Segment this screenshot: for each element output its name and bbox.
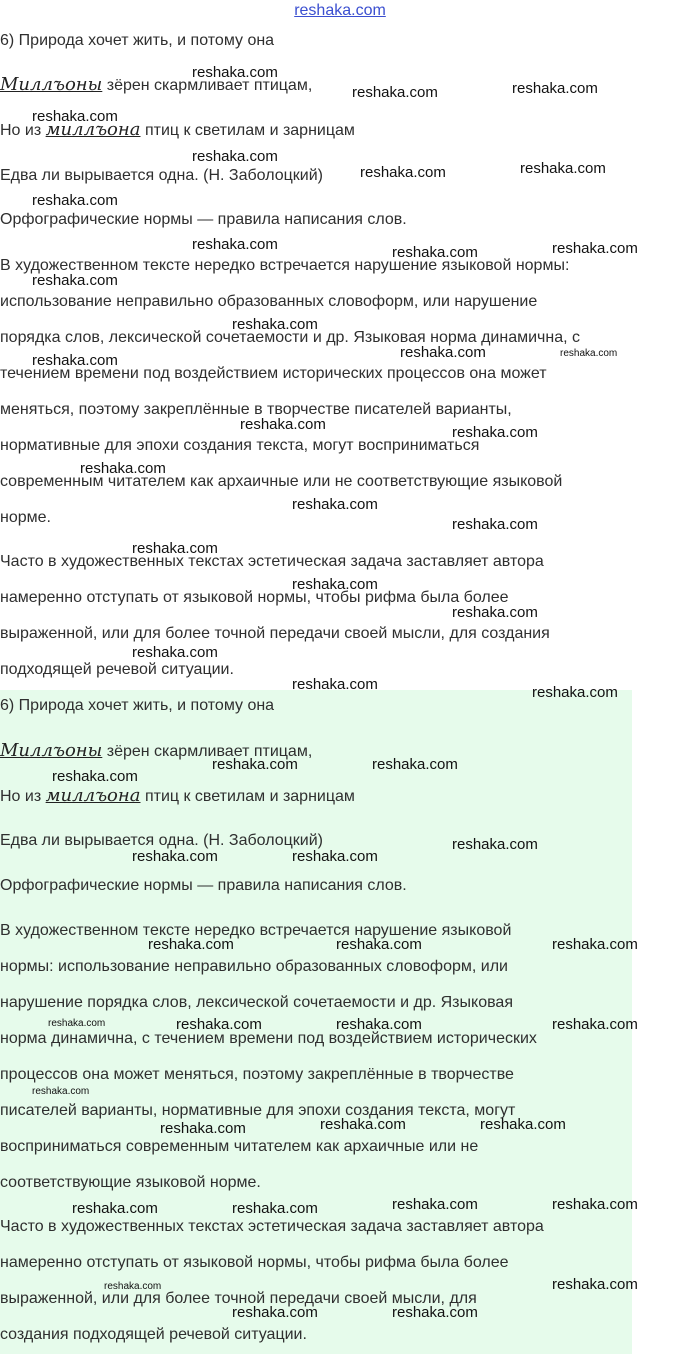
poem-line-4: Едва ли вырывается одна. (Н. Заболоцкий) [0, 832, 323, 849]
watermark: reshaka.com [392, 1196, 478, 1213]
watermark: reshaka.com [160, 1120, 246, 1137]
watermark: reshaka.com [520, 160, 606, 177]
watermark: reshaka.com [132, 540, 218, 557]
poem-line-4: Едва ли вырывается одна. (Н. Заболоцкий) [0, 167, 323, 184]
watermark: reshaka.com [480, 1116, 566, 1133]
watermark: reshaka.com [292, 848, 378, 865]
text-line: восприниматься современным читателем как архаичные или не [0, 1138, 479, 1155]
watermark: reshaka.com [192, 148, 278, 165]
watermark: reshaka.com [532, 684, 618, 701]
watermark: reshaka.com [372, 756, 458, 773]
text-line: намеренно отступать от языковой нормы, чтобы рифма была более [0, 1254, 509, 1271]
watermark: reshaka.com [32, 1086, 90, 1097]
watermark: reshaka.com [292, 576, 378, 593]
watermark: reshaka.com [552, 1016, 638, 1033]
watermark: reshaka.com [512, 80, 598, 97]
text-line: процессов она может меняться, поэтому закреплённые в творчестве [0, 1066, 514, 1083]
text-line: меняться, поэтому закреплённые в творчестве писателей варианты, [0, 401, 512, 418]
watermark: reshaka.com [552, 240, 638, 257]
poem-line-2-rest: зёрен скармливает птицам, [102, 77, 313, 94]
watermark: reshaka.com [352, 84, 438, 101]
handwritten-word: миллъона [45, 785, 141, 806]
text-line: нарушение порядка слов, лексической сочетаемости и др. Языковая [0, 994, 513, 1011]
watermark: reshaka.com [192, 236, 278, 253]
text-line: соответствующие языковой норме. [0, 1174, 261, 1191]
watermark: reshaka.com [232, 1304, 318, 1321]
poem-line-3 [0, 786, 355, 807]
watermark: reshaka.com [360, 164, 446, 181]
watermark: reshaka.com [32, 108, 118, 125]
text-line: выраженной, или для более точной передачи своей мысли, для создания [0, 625, 550, 642]
watermark: reshaka.com [336, 936, 422, 953]
watermark: reshaka.com [52, 768, 138, 785]
watermark: reshaka.com [552, 1276, 638, 1293]
watermark: reshaka.com [192, 64, 278, 81]
text-line: намеренно отступать от языковой нормы, чтобы рифма была более [0, 589, 509, 606]
watermark: reshaka.com [148, 936, 234, 953]
watermark: reshaka.com [132, 848, 218, 865]
watermark: reshaka.com [292, 676, 378, 693]
handwritten-word: Миллъоны [0, 740, 103, 761]
text-line: современным читателем как архаичные или не соответствующие языковой [0, 473, 563, 490]
text-line: нормы: использование неправильно образованных словоформ, или [0, 958, 508, 975]
text-line: создания подходящей речевой ситуации. [0, 1326, 307, 1343]
text-line: порядка слов, лексической сочетаемости и др. Языковая норма динамична, с [0, 329, 580, 346]
text-line: В художественном тексте нередко встречается нарушение языковой нормы: [0, 257, 570, 274]
text-line: использование неправильно образованных словоформ, или нарушение [0, 293, 538, 310]
poem-line-2-rest: зёрен скармливает птицам, [102, 743, 313, 760]
text-line: норме. [0, 509, 51, 526]
watermark: reshaka.com [212, 756, 298, 773]
poem-line-3-rest: птиц к светилам и зарницам [140, 788, 355, 805]
text-line: Часто в художественных текстах эстетическая задача заставляет автора [0, 1218, 544, 1235]
poem-line-3-pre: Но из [0, 122, 46, 139]
handwritten-word: Миллъоны [0, 74, 103, 95]
poem-line-1: 6) Природа хочет жить, и потому она [0, 697, 275, 714]
watermark: reshaka.com [452, 516, 538, 533]
watermark: reshaka.com [452, 424, 538, 441]
watermark: reshaka.com [48, 1018, 106, 1029]
watermark: reshaka.com [80, 460, 166, 477]
watermark: reshaka.com [552, 1196, 638, 1213]
watermark: reshaka.com [176, 1016, 262, 1033]
watermark: reshaka.com [32, 272, 118, 289]
watermark: reshaka.com [560, 348, 618, 359]
watermark: reshaka.com [452, 836, 538, 853]
watermark: reshaka.com [72, 1200, 158, 1217]
watermark: reshaka.com [32, 192, 118, 209]
text-line: В художественном тексте нередко встречается нарушение языковой [0, 922, 512, 939]
watermark: reshaka.com [132, 644, 218, 661]
text-line: Часто в художественных текстах эстетическая задача заставляет автора [0, 553, 544, 570]
text-line: писателей варианты, нормативные для эпохи создания текста, могут [0, 1102, 516, 1119]
watermark: reshaka.com [392, 1304, 478, 1321]
poem-line-3-pre: Но из [0, 788, 46, 805]
text-line: течением времени под воздействием исторических процессов она может [0, 365, 547, 382]
text-line: нормативные для эпохи создания текста, могут восприниматься [0, 437, 480, 454]
poem-line-1: 6) Природа хочет жить, и потому она [0, 32, 275, 49]
text-line: выраженной, или для более точной передачи своей мысли, для [0, 1290, 477, 1307]
watermark: reshaka.com [320, 1116, 406, 1133]
watermark: reshaka.com [232, 316, 318, 333]
watermark: reshaka.com [400, 344, 486, 361]
watermark: reshaka.com [240, 416, 326, 433]
site-title-link[interactable]: reshaka.com [294, 2, 386, 19]
poem-line-3-rest: птиц к светилам и зарницам [140, 122, 355, 139]
norm-definition: Орфографические нормы — правила написания слов. [0, 211, 407, 228]
handwritten-word: миллъона [45, 119, 141, 140]
watermark: reshaka.com [32, 352, 118, 369]
watermark: reshaka.com [552, 936, 638, 953]
watermark: reshaka.com [452, 604, 538, 621]
watermark: reshaka.com [336, 1016, 422, 1033]
text-line: подходящей речевой ситуации. [0, 661, 234, 678]
norm-definition: Орфографические нормы — правила написания слов. [0, 877, 407, 894]
watermark: reshaka.com [232, 1200, 318, 1217]
watermark: reshaka.com [392, 244, 478, 261]
watermark: reshaka.com [104, 1281, 162, 1292]
text-line: норма динамична, с течением времени под воздействием исторических [0, 1030, 537, 1047]
watermark: reshaka.com [292, 496, 378, 513]
